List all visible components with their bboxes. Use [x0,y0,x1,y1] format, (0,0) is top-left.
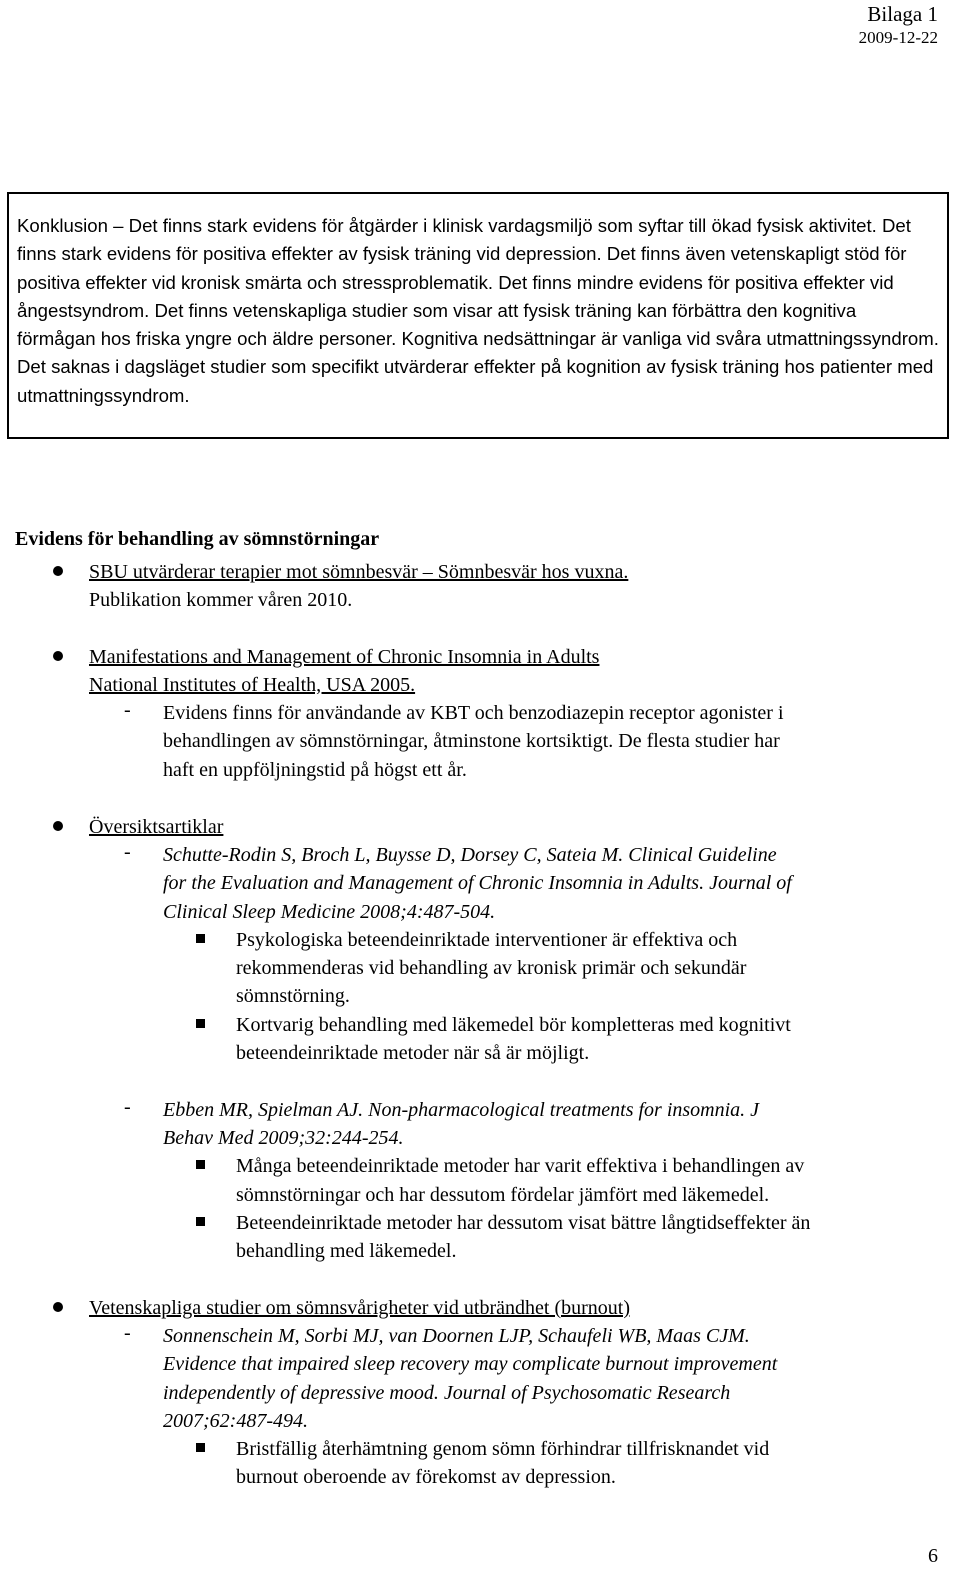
square-bullet-icon [196,1217,205,1226]
burnout-ref-line2: Evidence that impaired sleep recovery may complicate burnout improvement [163,1353,778,1375]
overview-ref1-line1: Schutte-Rodin S, Broch L, Buysse D, Dorsey C, Sateia M. Clinical Guideline [163,844,777,866]
page-number: 6 [928,1545,938,1567]
overview-ref1-point1-line3: sömnstörning. [236,985,350,1007]
burnout-ref-line1: Sonnenschein M, Sorbi MJ, van Doornen LJP, Schaufeli WB, Maas CJM. [163,1325,750,1347]
overview-ref1-point2-line1: Kortvarig behandling med läkemedel bör kompletteras med kognitivt [236,1014,791,1036]
square-bullet-icon [196,1443,205,1452]
overview-ref2-point2-line1: Beteendeinriktade metoder har dessutom visat bättre långtidseffekter än [236,1212,811,1234]
conclusion-box [7,192,949,439]
dash-marker: - [124,1322,131,1344]
burnout-title-link[interactable]: Vetenskapliga studier om sömnsvårigheter vid utbrändhet (burnout) [89,1297,630,1319]
burnout-point1-line1: Bristfällig återhämtning genom sömn förhindrar tillfrisknandet vid [236,1438,770,1460]
square-bullet-icon [196,1160,205,1169]
burnout-ref-line4: 2007;62:487-494. [163,1410,308,1432]
bullet-icon [53,651,63,661]
dash-marker: - [124,699,131,721]
dash-marker: - [124,1096,131,1118]
burnout-ref-line3: independently of depressive mood. Journal of Psychosomatic Research [163,1382,731,1404]
overview-ref2-point1-line1: Många beteendeinriktade metoder har varit effektiva i behandlingen av [236,1155,805,1177]
overview-ref2-point1-line2: sömnstörningar och har dessutom fördelar jämfört med läkemedel. [236,1184,770,1206]
sbu-note: Publikation kommer våren 2010. [89,589,353,611]
nih-title-link[interactable]: Manifestations and Management of Chronic Insomnia in Adults [89,646,600,668]
bullet-icon [53,821,63,831]
section-heading: Evidens för behandling av sömnstörningar [15,528,380,550]
nih-finding-line1: Evidens finns för användande av KBT och benzodiazepin receptor agonister i [163,702,784,724]
overview-ref2-line1: Ebben MR, Spielman AJ. Non-pharmacological treatments for insomnia. J [163,1099,760,1121]
conclusion-text: Konklusion – Det finns stark evidens för åtgärder i klinisk vardagsmiljö som syftar till ökad fysisk aktivitet. Det finns stark evidens för positiva effekter av fysisk träning vid depression. Det finns även vetenskapligt stöd för positiva effekter vid kronisk smärta och stressproblematik. Det finns mindre evidens för positiva effekter vid ångestsyndrom. Det finns vetenskapliga studier som visar att fysisk träning kan förbättra den kognitiva förmågan hos friska yngre och äldre personer. Kognitiva nedsättningar är vanliga vid svåra utmattningssyndrom. Det saknas i dagsläget studier som specifikt utvärderar effekter på kognition av fysisk träning hos patienter med utmattningssyndrom. [17,215,939,406]
document-date: 2009-12-22 [858,28,938,47]
overview-ref1-point2-line2: beteendeinriktade metoder när så är möjligt. [236,1042,590,1064]
dash-marker: - [124,841,131,863]
attachment-label: Bilaga 1 [867,2,938,26]
sbu-link[interactable]: SBU utvärderar terapier mot sömnbesvär – Sömnbesvär hos vuxna. [89,561,629,583]
overview-ref1-point1-line2: rekommenderas vid behandling av kronisk primär och sekundär [236,957,747,979]
overview-ref1-line3: Clinical Sleep Medicine 2008;4:487-504. [163,901,496,923]
square-bullet-icon [196,934,205,943]
nih-finding-line2: behandlingen av sömnstörningar, åtminstone kortsiktigt. De flesta studier har [163,730,780,752]
bullet-icon [53,1302,63,1312]
nih-finding-line3: haft en uppföljningstid på högst ett år. [163,759,467,781]
overview-ref1-line2: for the Evaluation and Management of Chronic Insomnia in Adults. Journal of [163,872,792,894]
bullet-icon [53,566,63,576]
overview-ref1-point1-line1: Psykologiska beteendeinriktade interventioner är effektiva och [236,929,738,951]
overview-ref2-point2-line2: behandling med läkemedel. [236,1240,457,1262]
nih-source-link[interactable]: National Institutes of Health, USA 2005. [89,674,416,696]
overview-ref2-line2: Behav Med 2009;32:244-254. [163,1127,404,1149]
overview-title-link[interactable]: Översiktsartiklar [89,816,224,838]
burnout-point1-line2: burnout oberoende av förekomst av depression. [236,1466,616,1488]
square-bullet-icon [196,1019,205,1028]
